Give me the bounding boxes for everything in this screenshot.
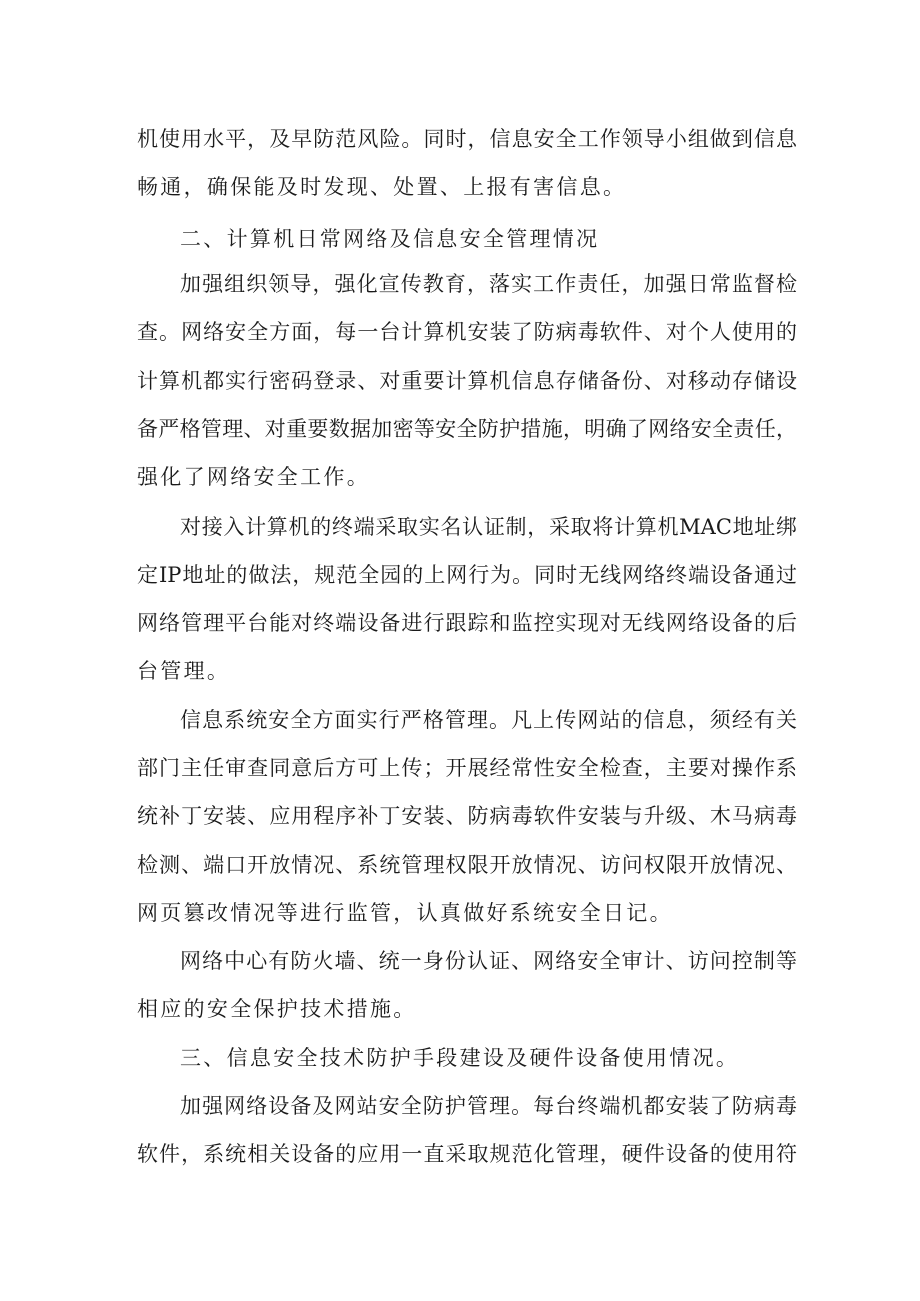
body-line: 统补丁安装、应用程序补丁安装、防病毒软件安装与升级、木马病毒 [137,804,797,828]
body-line: 备严格管理、对重要数据加密等安全防护措施，明确了网络安全责任， [137,417,797,441]
body-line: 信息系统安全方面实行严格管理。凡上传网站的信息，须经有关 [180,708,797,732]
section-heading-2: 二、计算机日常网络及信息安全管理情况 [180,227,600,251]
body-line: 定IP地址的做法，规范全园的上网行为。同时无线网络终端设备通过 [137,563,797,587]
body-line: 强化了网络安全工作。 [137,465,370,489]
body-line: 部门主任审查同意后方可上传；开展经常性安全检查，主要对操作系 [137,756,797,780]
body-line: 网络管理平台能对终端设备进行跟踪和监控实现对无线网络设备的后 [137,611,797,635]
section-heading-3: 三、信息安全技术防护手段建设及硬件设备使用情况。 [180,1046,740,1070]
body-line: 台管理。 [137,659,231,683]
body-line: 网络中心有防火墙、统一身份认证、网络安全审计、访问控制等 [180,949,797,973]
body-line: 畅通，确保能及时发现、处置、上报有害信息。 [137,175,627,199]
body-line: 查。网络安全方面，每一台计算机安装了防病毒软件、对个人使用的 [137,320,797,344]
body-line: 加强组织领导，强化宣传教育，落实工作责任，加强日常监督检 [180,272,797,296]
body-line: 相应的安全保护技术措施。 [137,997,417,1021]
body-line: 软件，系统相关设备的应用一直采取规范化管理，硬件设备的使用符 [137,1142,797,1166]
body-line: 对接入计算机的终端采取实名认证制，采取将计算机MAC地址绑 [180,515,797,539]
body-line: 检测、端口开放情况、系统管理权限开放情况、访问权限开放情况、 [137,853,797,877]
body-line: 计算机都实行密码登录、对重要计算机信息存储备份、对移动存储设 [137,369,797,393]
body-line: 加强网络设备及网站安全防护管理。每台终端机都安装了防病毒 [180,1094,797,1118]
body-line: 机使用水平，及早防范风险。同时，信息安全工作领导小组做到信息 [137,127,797,151]
body-line: 网页篡改情况等进行监管，认真做好系统安全日记。 [137,901,673,925]
